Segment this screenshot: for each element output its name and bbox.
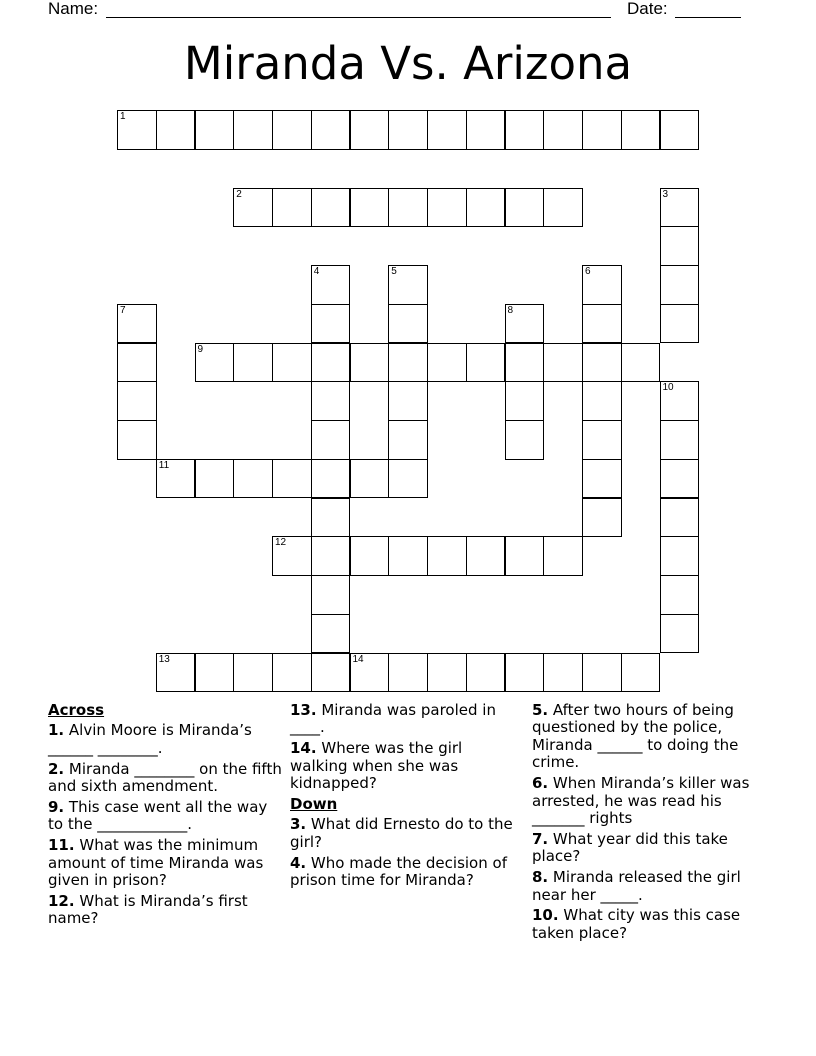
clue-text: Where was the girl walking when she was kidnapped? — [290, 739, 463, 793]
clue-down-4 — [290, 855, 518, 890]
crossword-cell[interactable] — [543, 653, 583, 693]
clue-text: Alvin Moore is Miranda’s ______ ________. — [48, 721, 252, 757]
clues-column-3 — [532, 702, 768, 946]
crossword-cell[interactable] — [156, 653, 196, 693]
cell-number: 6 — [585, 266, 591, 277]
crossword-cell[interactable] — [427, 653, 467, 693]
crossword-cell[interactable] — [660, 459, 700, 499]
clue-across-14 — [290, 740, 518, 792]
crossword-cell[interactable] — [660, 304, 700, 344]
crossword-cell[interactable] — [311, 265, 351, 305]
crossword-cell[interactable] — [350, 536, 390, 576]
crossword-cell[interactable] — [660, 110, 700, 150]
crossword-cell[interactable] — [505, 188, 545, 228]
crossword-cell[interactable] — [311, 536, 351, 576]
clue-down-5 — [532, 702, 768, 772]
crossword-cell[interactable] — [350, 110, 390, 150]
clue-text: Miranda released the girl near her _____. — [532, 868, 741, 904]
crossword-cell[interactable] — [233, 653, 273, 693]
crossword-cell[interactable] — [272, 188, 312, 228]
cell-number: 2 — [236, 188, 242, 200]
cell-number: 11 — [158, 459, 170, 471]
clue-across-11 — [48, 837, 284, 889]
clue-text: What city was this case taken place? — [532, 906, 741, 942]
cell-number: 4 — [313, 266, 320, 277]
crossword-cell[interactable] — [350, 653, 390, 693]
crossword-cell[interactable] — [582, 304, 622, 344]
cell-number: 5 — [391, 266, 397, 277]
crossword-cell[interactable] — [466, 653, 506, 693]
crossword-cell[interactable] — [350, 188, 390, 228]
crossword-cell[interactable] — [117, 420, 157, 460]
clue-text: Miranda ________ on the fifth and sixth amendment. — [48, 759, 282, 796]
clue-down-3 — [290, 816, 518, 851]
clue-number: 5. — [532, 701, 549, 719]
crossword-cell[interactable] — [388, 536, 428, 576]
crossword-cell[interactable] — [505, 653, 545, 693]
crossword-cell[interactable] — [272, 536, 312, 576]
crossword-cell[interactable] — [272, 110, 312, 150]
crossword-cell[interactable] — [272, 653, 312, 693]
clue-number: 6. — [532, 774, 549, 793]
crossword-cell[interactable] — [660, 614, 700, 654]
crossword-cell[interactable] — [117, 110, 157, 150]
crossword-cell[interactable] — [660, 265, 700, 305]
crossword-cell[interactable] — [582, 498, 622, 538]
crossword-cell[interactable] — [272, 343, 312, 383]
clue-text: Who made the decision of prison time for Miranda? — [290, 853, 507, 890]
cell-number: 14 — [352, 653, 364, 665]
crossword-cell[interactable] — [233, 459, 273, 499]
clue-text: What is Miranda’s first name? — [48, 892, 248, 928]
crossword-cell[interactable] — [505, 381, 545, 421]
crossword-cell[interactable] — [660, 575, 700, 615]
clue-text: When Miranda’s killer was arrested, he was read his _______ rights — [532, 774, 750, 827]
clue-across-13 — [290, 702, 518, 737]
crossword-cell[interactable] — [505, 536, 545, 576]
cell-number: 7 — [120, 304, 126, 316]
crossword-cell[interactable] — [427, 110, 467, 150]
clue-down-8 — [532, 869, 768, 904]
crossword-cell[interactable] — [582, 110, 622, 150]
crossword-cell[interactable] — [311, 188, 351, 228]
clue-number: 14. — [290, 739, 317, 758]
crossword-cell[interactable] — [233, 110, 273, 150]
clue-text: What was the minimum amount of time Miranda was given in prison? — [48, 836, 264, 890]
crossword-cell[interactable] — [543, 188, 583, 228]
crossword-cell[interactable] — [388, 653, 428, 693]
crossword-cell[interactable] — [427, 188, 467, 228]
crossword-cell[interactable] — [660, 381, 700, 421]
crossword-cell[interactable] — [582, 343, 622, 383]
clue-number: 8. — [532, 868, 549, 887]
crossword-cell[interactable] — [233, 188, 273, 228]
clues-column-1 — [48, 702, 284, 931]
clue-across-1 — [48, 722, 284, 757]
crossword-cell[interactable] — [582, 265, 622, 305]
crossword-cell[interactable] — [311, 420, 351, 460]
crossword-cell[interactable] — [195, 653, 235, 693]
cell-number: 10 — [662, 382, 674, 394]
clue-number: 3. — [290, 815, 307, 834]
crossword-cell[interactable] — [427, 536, 467, 576]
crossword-cell[interactable] — [195, 343, 235, 383]
clue-text: What year did this take place? — [532, 829, 728, 866]
clue-number: 9. — [48, 798, 65, 817]
crossword-cell[interactable] — [117, 381, 157, 421]
clue-number: 1. — [48, 721, 65, 740]
crossword-cell[interactable] — [311, 575, 351, 615]
clue-down-6 — [532, 775, 768, 827]
crossword-cell[interactable] — [388, 188, 428, 228]
crossword-cell[interactable] — [466, 110, 506, 150]
cell-number: 1 — [120, 111, 126, 122]
crossword-cell[interactable] — [272, 459, 312, 499]
crossword-cell[interactable] — [388, 459, 428, 499]
clue-text: Miranda was paroled in ____. — [290, 701, 496, 737]
crossword-cell[interactable] — [117, 304, 157, 344]
crossword-cell[interactable] — [621, 110, 661, 150]
crossword-cell[interactable] — [156, 110, 196, 150]
crossword-cell[interactable] — [466, 188, 506, 228]
crossword-cell[interactable] — [660, 420, 700, 460]
clue-text: What did Ernesto do to the girl? — [290, 815, 513, 851]
name-label: Name: — [48, 0, 99, 18]
crossword-cell[interactable] — [660, 536, 700, 576]
crossword-cell[interactable] — [311, 653, 351, 693]
crossword-cell[interactable] — [388, 265, 428, 305]
crossword-cell[interactable] — [582, 653, 622, 693]
cell-number: 13 — [158, 653, 170, 665]
crossword-cell[interactable] — [311, 498, 351, 538]
crossword-cell[interactable] — [350, 343, 390, 383]
page-title: Miranda Vs. Arizona — [183, 37, 633, 90]
clue-number: 13. — [290, 701, 317, 719]
cell-number: 8 — [507, 304, 514, 316]
crossword-cell[interactable] — [388, 110, 428, 150]
crossword-cell[interactable] — [195, 459, 235, 499]
crossword-cell[interactable] — [388, 343, 428, 383]
clue-across-2 — [48, 761, 284, 796]
crossword-cell[interactable] — [505, 343, 545, 383]
clue-number: 2. — [48, 759, 65, 778]
across-heading: Across — [48, 701, 105, 719]
crossword-cell[interactable] — [466, 536, 506, 576]
cell-number: 9 — [197, 343, 204, 355]
clue-number: 4. — [290, 853, 307, 872]
crossword-cell[interactable] — [388, 381, 428, 421]
cell-number: 12 — [275, 537, 287, 549]
crossword-cell[interactable] — [233, 343, 273, 383]
crossword-cell[interactable] — [156, 459, 196, 499]
clue-across-12 — [48, 893, 284, 928]
crossword-cell[interactable] — [505, 420, 545, 460]
crossword-cell[interactable] — [621, 343, 661, 383]
crossword-cell[interactable] — [505, 110, 545, 150]
clue-down-10 — [532, 907, 768, 942]
clue-across-9 — [48, 799, 284, 834]
clue-number: 11. — [48, 836, 75, 855]
crossword-cell[interactable] — [582, 459, 622, 499]
crossword-cell[interactable] — [311, 343, 351, 383]
clue-number: 12. — [48, 892, 75, 911]
crossword-cell[interactable] — [582, 420, 622, 460]
crossword-cell[interactable] — [660, 188, 700, 228]
clue-text: This case went all the way to the ____________. — [48, 798, 268, 834]
clue-text: After two hours of being questioned by the police, Miranda ______ to doing the crime. — [532, 701, 739, 772]
crossword-cell[interactable] — [311, 304, 351, 344]
crossword-cell[interactable] — [660, 226, 700, 266]
clue-number: 7. — [532, 829, 549, 848]
crossword-cell[interactable] — [543, 110, 583, 150]
crossword-cell[interactable] — [311, 459, 351, 499]
crossword-cell[interactable] — [350, 459, 390, 499]
crossword-cell[interactable] — [543, 343, 583, 383]
crossword-cell[interactable] — [388, 304, 428, 344]
crossword-cell[interactable] — [466, 343, 506, 383]
crossword-cell[interactable] — [195, 110, 235, 150]
crossword-cell[interactable] — [660, 498, 700, 538]
crossword-cell[interactable] — [427, 343, 467, 383]
clues-column-2 — [290, 702, 518, 893]
date-label: Date: — [627, 0, 668, 18]
crossword-cell[interactable] — [311, 381, 351, 421]
crossword-cell[interactable] — [582, 381, 622, 421]
cell-number: 3 — [662, 188, 669, 200]
crossword-cell[interactable] — [505, 304, 545, 344]
crossword-cell[interactable] — [621, 653, 661, 693]
crossword-cell[interactable] — [311, 110, 351, 150]
clue-number: 10. — [532, 906, 559, 925]
crossword-cell[interactable] — [543, 536, 583, 576]
down-heading: Down — [290, 795, 338, 814]
clue-down-7 — [532, 831, 768, 866]
crossword-cell[interactable] — [388, 420, 428, 460]
crossword-cell[interactable] — [311, 614, 351, 654]
crossword-cell[interactable] — [117, 343, 157, 383]
